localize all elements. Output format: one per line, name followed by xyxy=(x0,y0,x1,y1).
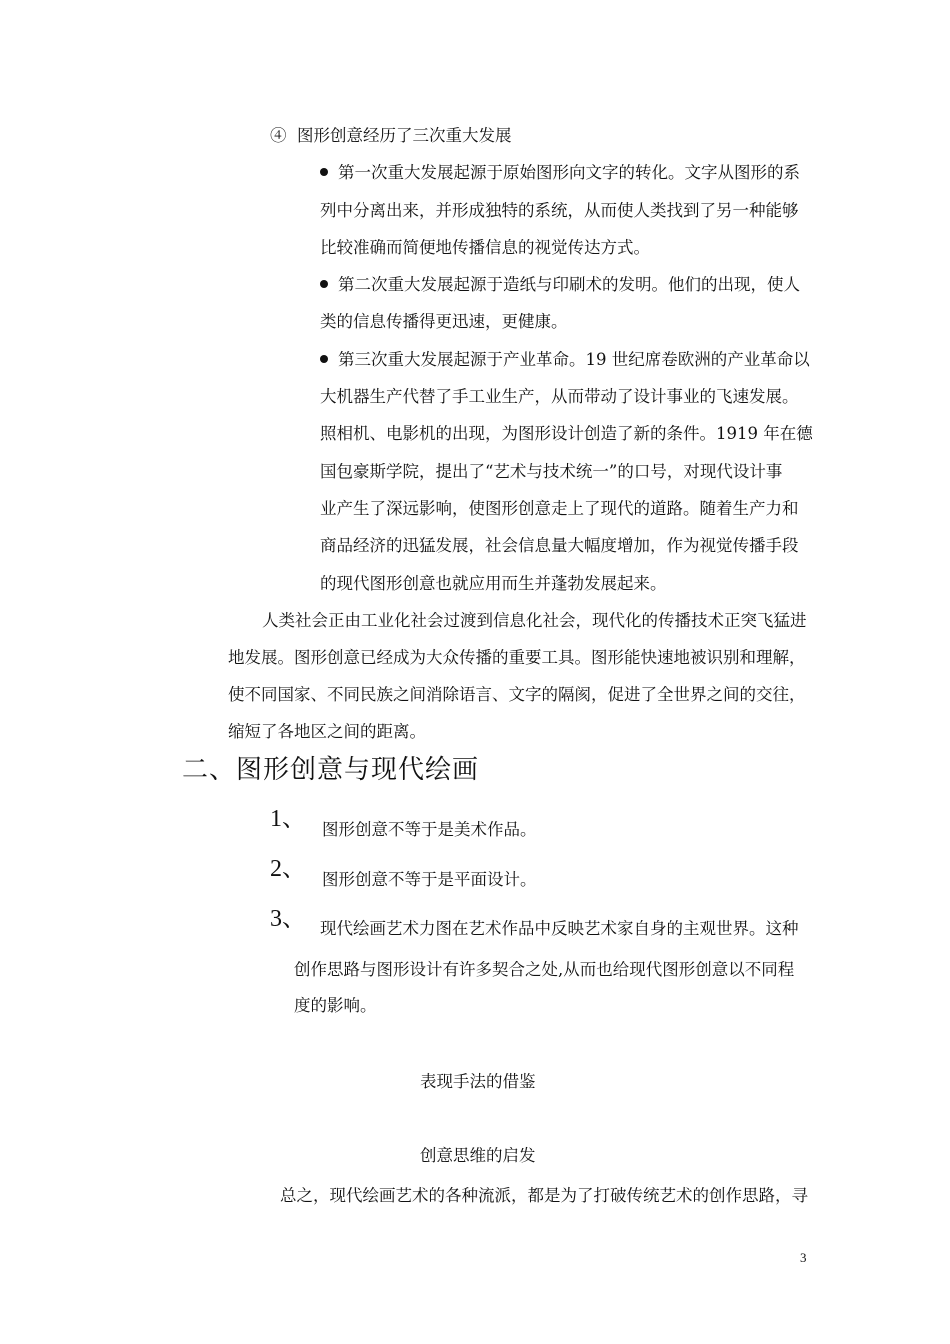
item-text: 图形创意不等于是美术作品。 xyxy=(322,820,537,839)
bullet-line: 第二次重大发展起源于造纸与印刷术的发明。他们的出现，使人 xyxy=(320,275,800,295)
section-title xyxy=(270,126,512,146)
bullet-dot-icon xyxy=(320,355,328,363)
bullet-line: 比较准确而简便地传播信息的视觉传达方式。 xyxy=(320,238,650,257)
item-number: 2、 xyxy=(270,856,306,882)
bullet-line: 国包豪斯学院，提出了“艺术与技术统一”的口号，对现代设计事 xyxy=(320,462,783,481)
bullet-dot-icon xyxy=(320,168,328,176)
bullet-line: 第三次重大发展起源于产业革命。19 世纪席卷欧洲的产业革命以 xyxy=(320,350,810,370)
paragraph-line: 使不同国家、不同民族之间消除语言、文字的隔阂，促进了全世界之间的交往， xyxy=(228,685,806,704)
bullet-line: 商品经济的迅猛发展，社会信息量大幅度增加，作为视觉传播手段 xyxy=(320,536,799,555)
paragraph-line: 人类社会正由工业化社会过渡到信息化社会，现代化的传播技术正突飞猛进 xyxy=(262,611,807,630)
centered-subheading: 创意思维的启发 xyxy=(420,1146,536,1165)
item-text: 度的影响。 xyxy=(294,996,377,1015)
item-number: 1、 xyxy=(270,806,306,832)
bullet-line: 业产生了深远影响，使图形创意走上了现代的道路。随着生产力和 xyxy=(320,499,799,518)
section-heading: 二、图形创意与现代绘画 xyxy=(182,755,480,785)
item-text: 现代绘画艺术力图在艺术作品中反映艺术家自身的主观世界。这种 xyxy=(320,919,799,938)
paragraph-line: 总之，现代绘画艺术的各种流派，都是为了打破传统艺术的创作思路，寻 xyxy=(280,1186,808,1205)
page-number: 3 xyxy=(800,1250,807,1265)
item-text: 创作思路与图形设计有许多契合之处,从而也给现代图形创意以不同程 xyxy=(294,960,795,979)
item-text: 图形创意不等于是平面设计。 xyxy=(322,870,537,889)
paragraph-line: 缩短了各地区之间的距离。 xyxy=(228,722,426,741)
bullet-line: 大机器生产代替了手工业生产，从而带动了设计事业的飞速发展。 xyxy=(320,387,799,406)
bullet-line: 类的信息传播得更迅速，更健康。 xyxy=(320,312,568,331)
section-marker: ④ xyxy=(270,126,287,145)
bullet-line: 的现代图形创意也就应用而生并蓬勃发展起来。 xyxy=(320,574,667,593)
bullet-line: 第一次重大发展起源于原始图形向文字的转化。文字从图形的系 xyxy=(320,163,800,183)
bullet-dot-icon xyxy=(320,280,328,288)
bullet-line: 列中分离出来，并形成独特的系统，从而使人类找到了另一种能够 xyxy=(320,201,799,220)
section-title-text: 图形创意经历了三次重大发展 xyxy=(297,126,512,145)
paragraph-line: 地发展。图形创意已经成为大众传播的重要工具。图形能快速地被识别和理解， xyxy=(228,648,806,667)
bullet-line: 照相机、电影机的出现，为图形设计创造了新的条件。1919 年在德 xyxy=(320,424,813,443)
item-number: 3、 xyxy=(270,906,306,932)
centered-subheading: 表现手法的借鉴 xyxy=(420,1072,536,1091)
